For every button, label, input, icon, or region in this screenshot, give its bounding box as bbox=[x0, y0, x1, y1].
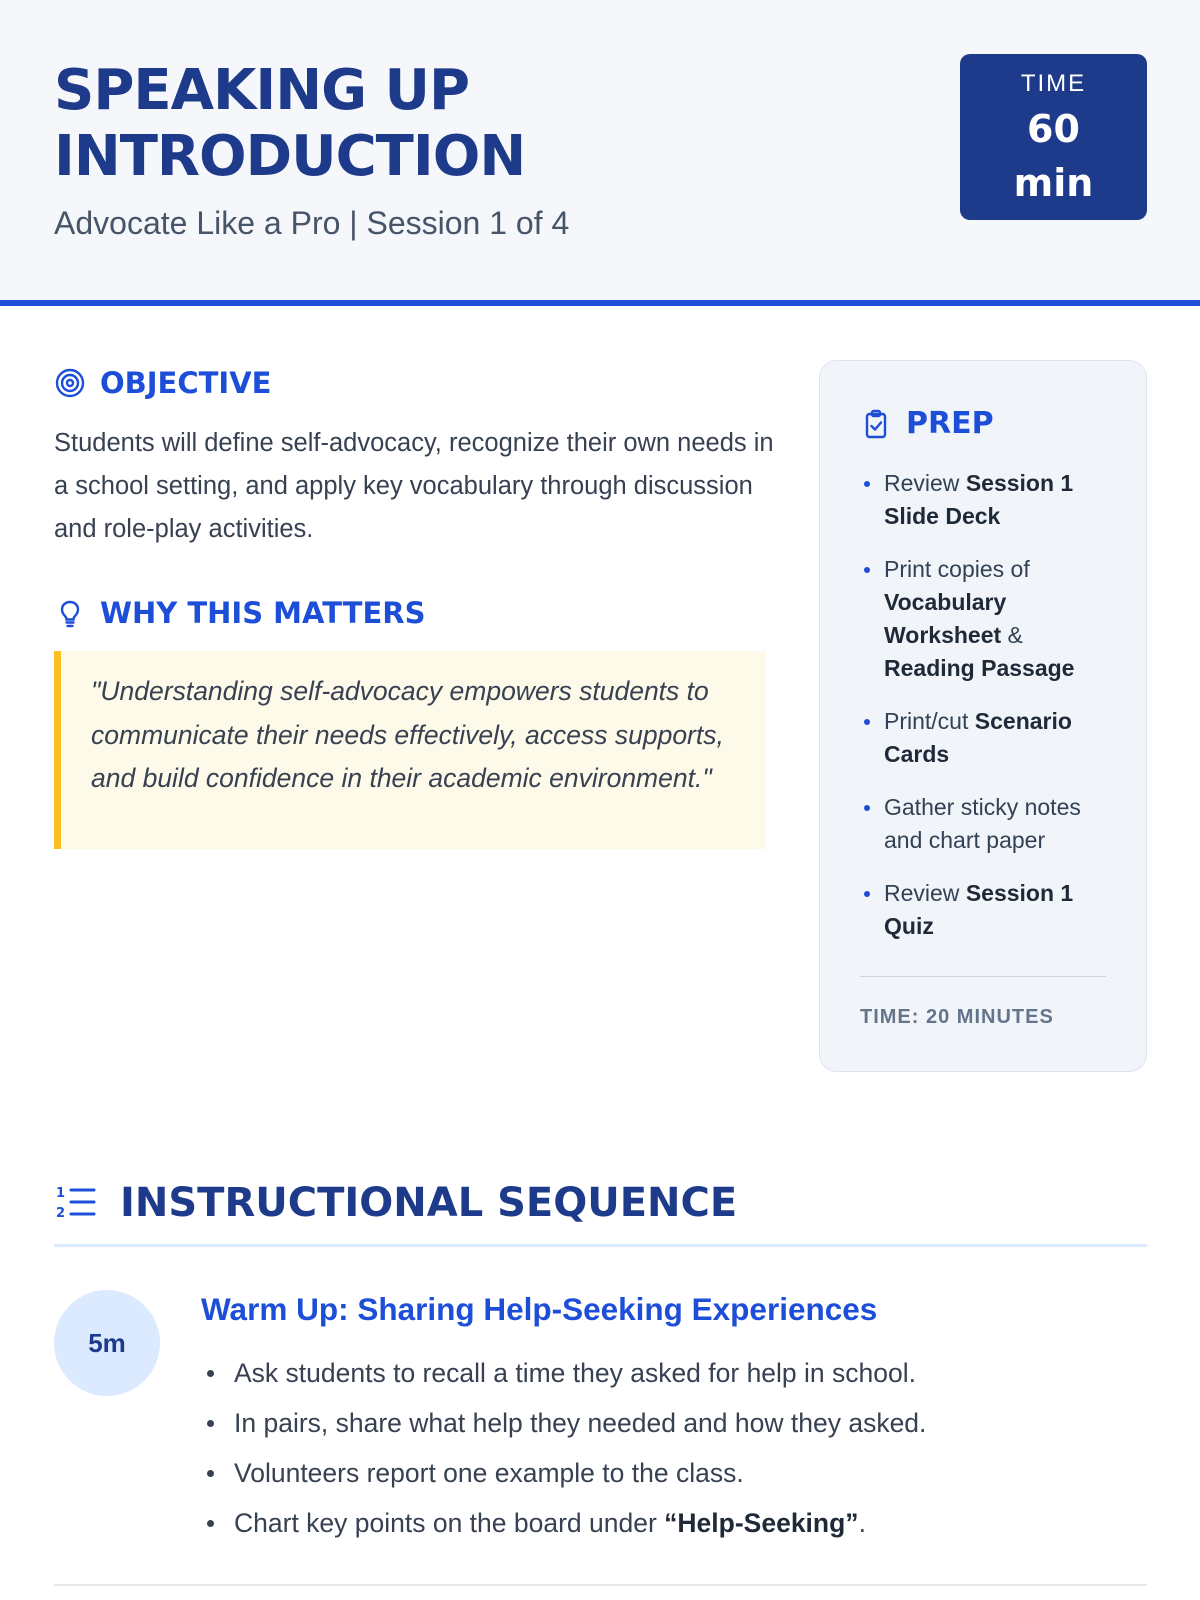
objective-text: Students will define self-advocacy, recognize their own needs in a school setting, and apply key vocabulary through discussion and role-play activities. bbox=[54, 429, 774, 543]
step-bullet: Volunteers report one example to the class. bbox=[201, 1448, 1141, 1498]
step-duration-badge: 5m bbox=[54, 1290, 160, 1396]
objective-heading-label: OBJECTIVE bbox=[100, 366, 272, 400]
prep-item: Review Session 1 Quiz bbox=[860, 877, 1110, 943]
bottom-divider bbox=[54, 1584, 1147, 1586]
clipboard-check-icon bbox=[860, 408, 892, 440]
title-line-1: SPEAKING UP bbox=[54, 58, 470, 123]
page-header bbox=[0, 0, 1200, 306]
prep-item: Review Session 1 Slide Deck bbox=[860, 467, 1110, 533]
time-value bbox=[960, 102, 1147, 210]
step-bullet: Ask students to recall a time they asked for help in school. bbox=[201, 1348, 1141, 1398]
svg-text:1: 1 bbox=[56, 1186, 66, 1201]
step-bullet: Chart key points on the board under “Help-Seeking”. bbox=[201, 1498, 1141, 1548]
numbered-list-icon bbox=[54, 1181, 98, 1225]
prep-heading bbox=[860, 406, 994, 441]
time-badge bbox=[960, 54, 1147, 220]
prep-item: Gather sticky notes and chart paper bbox=[860, 791, 1110, 857]
why-heading-label: WHY THIS MATTERS bbox=[100, 596, 426, 630]
step-bullet: In pairs, share what help they needed and how they asked. bbox=[201, 1398, 1141, 1448]
title-line-2: INTRODUCTION bbox=[54, 124, 526, 189]
prep-heading-label: PREP bbox=[906, 406, 994, 441]
sequence-divider bbox=[54, 1244, 1147, 1247]
why-quote: "Understanding self-advocacy empowers students to communicate their needs effectively, access supports, and build confidence in their academic environment." bbox=[54, 651, 766, 849]
why-heading bbox=[54, 596, 426, 630]
lightbulb-icon bbox=[54, 597, 86, 629]
prep-divider bbox=[860, 976, 1106, 977]
step-title: Warm Up: Sharing Help-Seeking Experiences bbox=[201, 1291, 878, 1327]
objective-heading bbox=[54, 366, 271, 400]
time-unit: min bbox=[1013, 161, 1094, 205]
prep-item: Print/cut Scenario Cards bbox=[860, 705, 1110, 771]
step-bullets bbox=[201, 1348, 1141, 1548]
page-title bbox=[54, 58, 854, 190]
prep-item: Print copies of Vocabulary Worksheet & Reading Passage bbox=[860, 553, 1110, 685]
time-number: 60 bbox=[1027, 107, 1080, 151]
target-icon bbox=[54, 367, 86, 399]
prep-panel bbox=[819, 360, 1147, 1072]
prep-list bbox=[860, 467, 1110, 963]
page-subtitle: Advocate Like a Pro | Session 1 of 4 bbox=[54, 205, 570, 241]
time-label: TIME bbox=[1020, 70, 1087, 97]
svg-text:2: 2 bbox=[56, 1206, 66, 1221]
sequence-heading bbox=[54, 1180, 737, 1226]
prep-time: TIME: 20 MINUTES bbox=[860, 1006, 1054, 1028]
sequence-heading-label: INSTRUCTIONAL SEQUENCE bbox=[120, 1180, 738, 1226]
